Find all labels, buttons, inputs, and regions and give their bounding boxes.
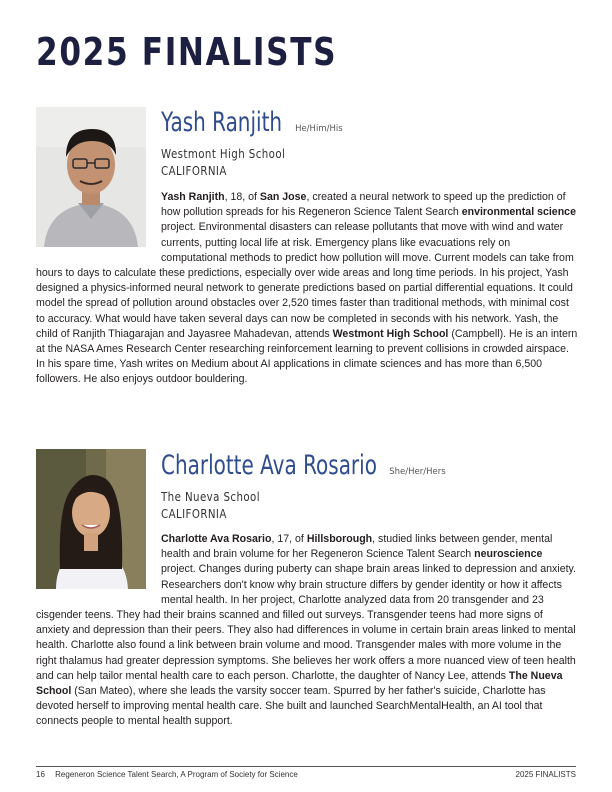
bio-bold-text: Yash Ranjith (161, 191, 225, 203)
bio-text: project. Changes during puberty can shape brain areas linked to depression and anxiety. Researchers don't know why brain structure differs by gender identity or how it affects mental health. In her project, Charlotte analyzed data from 20 transgender and 23 cisgender teens. They had their brains scanned and filled out surveys. Transgender teens had more signs of anxiety and depression than their peers. They also had differences in volume in certain brain areas linked to mental health. Charlotte also found a link between brain volume and mood. Transgender males with more volume in the right thalamus had greater depression symptoms. She believes her work offers a more nuanced view of teen health and can help tailor mental health care to each person. Charlotte, the daughter of Nancy Lee, attends (36, 563, 576, 682)
finalist-header-yash (161, 107, 343, 179)
finalist-pronouns: She/Her/Hers (389, 467, 446, 477)
bio-text: project. Environmental disasters can release pollutants that move with wind and water currents, putting local life at risk. Emergency plans like evacuations rely on computational methods to predict how pollution will move. Current models can take from hours to days to calculate these predictions, especially over wide areas and long time periods. In his project, Yash designed a physics-informed neural network to generate predictions based on partial differential equations. It could model the spread of pollution around obstacles over 2,520 times faster than traditional methods, with minimal cost to accuracy. What would have taken several days can now be completed in seconds with his network. Yash, the child of Ranjith Thiagarajan and Jayasree Mahadevan, attends (36, 221, 574, 340)
finalist-name: Charlotte Ava Rosario (161, 450, 377, 481)
finalist-bio-charlotte (36, 532, 578, 730)
finalist-state: CALIFORNIA (161, 506, 227, 521)
bio-bold-text: neuroscience (474, 548, 543, 561)
bio-bold-text: Westmont High School (332, 327, 449, 340)
bio-bold-text: Hillsborough (306, 533, 373, 545)
bio-text: (Campbell). He is an intern at the NASA Ames Research Center researching reinforcement learning to prevent collisions in crowded airspace. In his spare time, Yash writes on Medium about AI applications in climate sciences and has more than 6,500 followers. He also enjoys outdoor bouldering. (36, 327, 578, 386)
bio-bold-text: The Nueva School (36, 669, 563, 698)
bio-text: (San Mateo), where she leads the varsity soccer team. Spurred by her father's suicide, Charlotte has devoted herself to improving mental health care. She built and launched SearchMentalHealth, an AI tool that connects people to mental health support. (36, 685, 546, 728)
bio-text: , created a neural network to speed up the prediction of how pollution spreads for his Regeneron Science Talent Search (161, 191, 566, 219)
page-title: 2025 FINALISTS (36, 30, 338, 74)
finalist-state: CALIFORNIA (161, 163, 227, 178)
bio-bold-text: environmental science (461, 206, 576, 219)
publication-name: Regeneron Science Talent Search, A Program of Society for Science (55, 770, 298, 779)
finalist-name: Yash Ranjith (161, 107, 283, 138)
bio-text: , studied links between gender, mental health and brain volume for her Regeneron Science Talent Search (161, 533, 553, 561)
bio-text: , 17, of (271, 533, 307, 545)
finalist-bio-yash (36, 190, 578, 388)
footer-section: 2025 FINALISTS (515, 770, 576, 779)
finalist-pronouns: He/Him/His (295, 124, 343, 134)
bio-bold-text: San Jose (259, 191, 307, 203)
footer-left (36, 770, 298, 779)
page-number: 16 (36, 770, 45, 779)
bio-text: , 18, of (224, 191, 260, 203)
finalist-school: The Nueva School (161, 489, 260, 504)
finalist-school: Westmont High School (161, 146, 286, 161)
finalist-header-charlotte (161, 450, 446, 522)
bio-bold-text: Charlotte Ava Rosario (161, 533, 272, 545)
footer-rule (36, 766, 576, 767)
